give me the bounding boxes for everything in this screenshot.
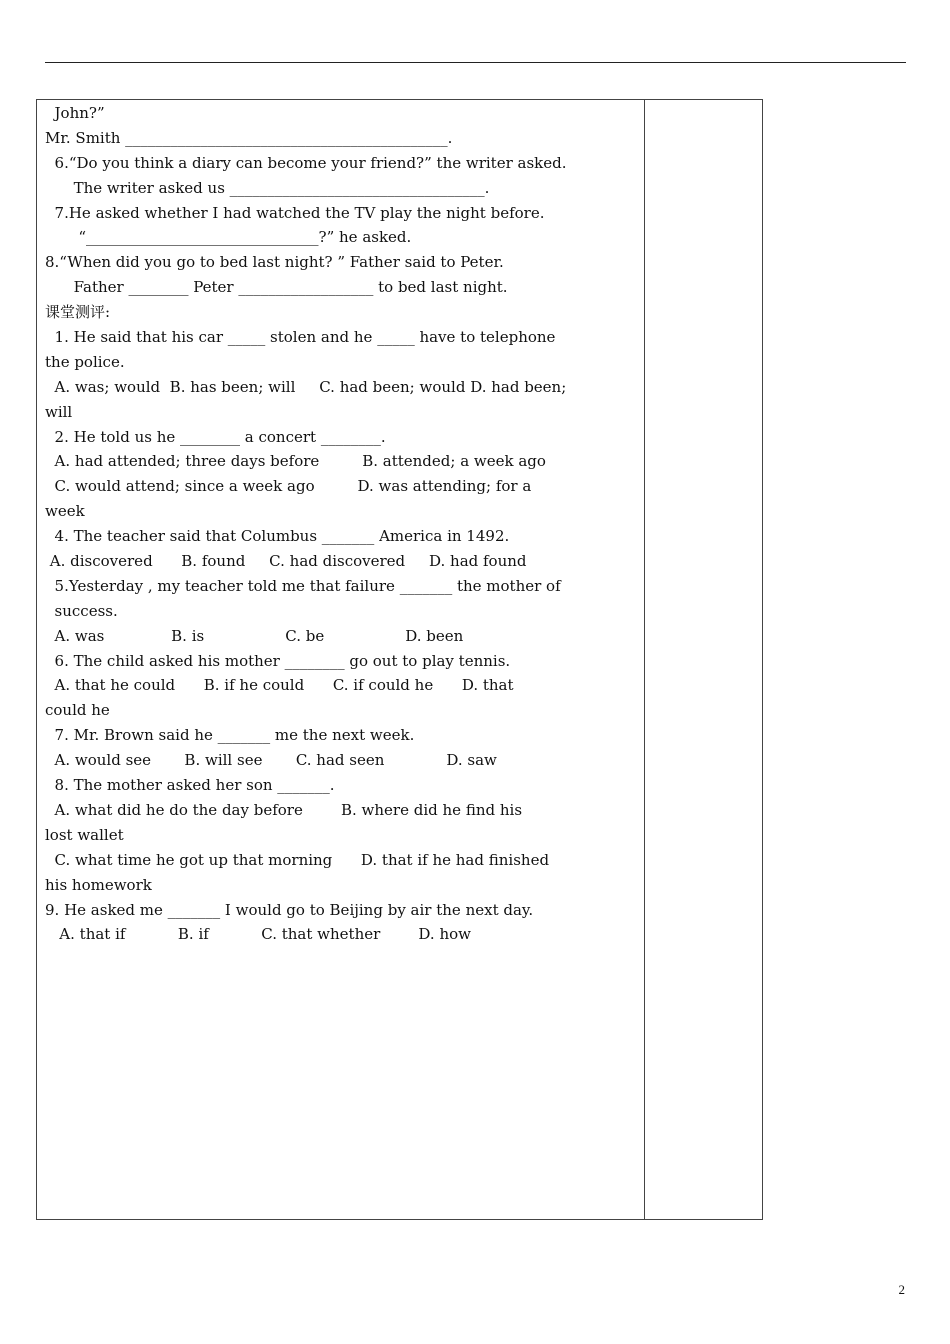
text-line <box>45 499 640 524</box>
line-text: C. what time he got up that morning D. that if he had finished <box>45 850 550 869</box>
text-line <box>45 574 640 599</box>
text-line <box>45 151 640 176</box>
text-line <box>45 449 640 474</box>
line-text: 2. He told us he ________ a concert ________. <box>45 427 386 446</box>
line-text: could he <box>45 701 110 720</box>
line-text: 1. He said that his car _____ stolen and he _____ have to telephone <box>45 328 556 347</box>
line-text: A. had attended; three days before B. attended; a week ago <box>45 452 546 471</box>
text-line <box>45 400 640 425</box>
text-line <box>45 649 640 674</box>
page-number: 2 <box>898 1282 905 1297</box>
text-line <box>45 126 640 151</box>
text-line <box>45 773 640 798</box>
text-line <box>45 101 640 126</box>
line-text: 5.Yesterday , my teacher told me that failure _______ the mother of <box>45 576 561 595</box>
text-line <box>45 375 640 400</box>
line-text: 6.“Do you think a diary can become your friend?” the writer asked. <box>45 153 567 172</box>
text-line <box>45 225 640 250</box>
text-line <box>45 922 640 947</box>
line-text: A. was B. is C. be D. been <box>45 626 464 645</box>
table-column-divider <box>644 99 645 1220</box>
line-text: A. discovered B. found C. had discovered D. had found <box>45 552 527 571</box>
line-text: A. what did he do the day before B. where did he find his <box>45 800 523 819</box>
text-line <box>45 524 640 549</box>
text-line <box>45 698 640 723</box>
text-line <box>45 748 640 773</box>
line-text: week <box>45 502 85 521</box>
line-text: The writer asked us __________________________________. <box>45 178 490 197</box>
line-text: 9. He asked me _______ I would go to Beijing by air the next day. <box>45 900 534 919</box>
text-line <box>45 898 640 923</box>
text-line <box>45 873 640 898</box>
text-line <box>45 848 640 873</box>
line-text: John?” <box>45 104 105 122</box>
line-text: 7.He asked whether I had watched the TV play the night before. <box>45 203 545 222</box>
line-text: success. <box>45 601 118 620</box>
line-text: “_______________________________?” he asked. <box>45 228 412 247</box>
text-line <box>45 300 640 325</box>
text-line <box>45 673 640 698</box>
line-text: Father ________ Peter __________________ to bed last night. <box>45 278 508 297</box>
line-text: A. was; would B. has been; will C. had been; would D. had been; <box>45 377 567 396</box>
text-line <box>45 599 640 624</box>
text-line <box>45 250 640 275</box>
line-text: 8. The mother asked her son _______. <box>45 776 335 795</box>
text-line <box>45 823 640 848</box>
line-text: A. that he could B. if he could C. if could he D. that <box>45 676 514 695</box>
text-line <box>45 798 640 823</box>
text-line <box>45 350 640 375</box>
line-text: 7. Mr. Brown said he _______ me the next week. <box>45 726 415 745</box>
line-text: the police. <box>45 352 125 371</box>
text-line <box>45 176 640 201</box>
line-text: 课堂测评: <box>45 303 111 322</box>
line-text: will <box>45 402 73 421</box>
line-text: C. would attend; since a week ago D. was attending; for a <box>45 477 532 496</box>
line-text: his homework <box>45 875 152 894</box>
text-line <box>45 723 640 748</box>
line-text: Mr. Smith ___________________________________________. <box>45 128 453 147</box>
line-text: A. that if B. if C. that whether D. how <box>45 925 471 944</box>
header-rule <box>45 62 906 63</box>
text-line <box>45 624 640 649</box>
text-line <box>45 325 640 350</box>
line-text: lost wallet <box>45 825 124 844</box>
text-line <box>45 549 640 574</box>
line-text: 8.“When did you go to bed last night? ” Father said to Peter. <box>45 253 504 272</box>
line-text: 6. The child asked his mother ________ go out to play tennis. <box>45 651 511 670</box>
text-line <box>45 201 640 226</box>
worksheet-content <box>45 101 640 947</box>
line-text: A. would see B. will see C. had seen D. saw <box>45 751 497 770</box>
text-line <box>45 425 640 450</box>
line-text: 4. The teacher said that Columbus _______ America in 1492. <box>45 527 510 546</box>
text-line <box>45 275 640 300</box>
text-line <box>45 474 640 499</box>
